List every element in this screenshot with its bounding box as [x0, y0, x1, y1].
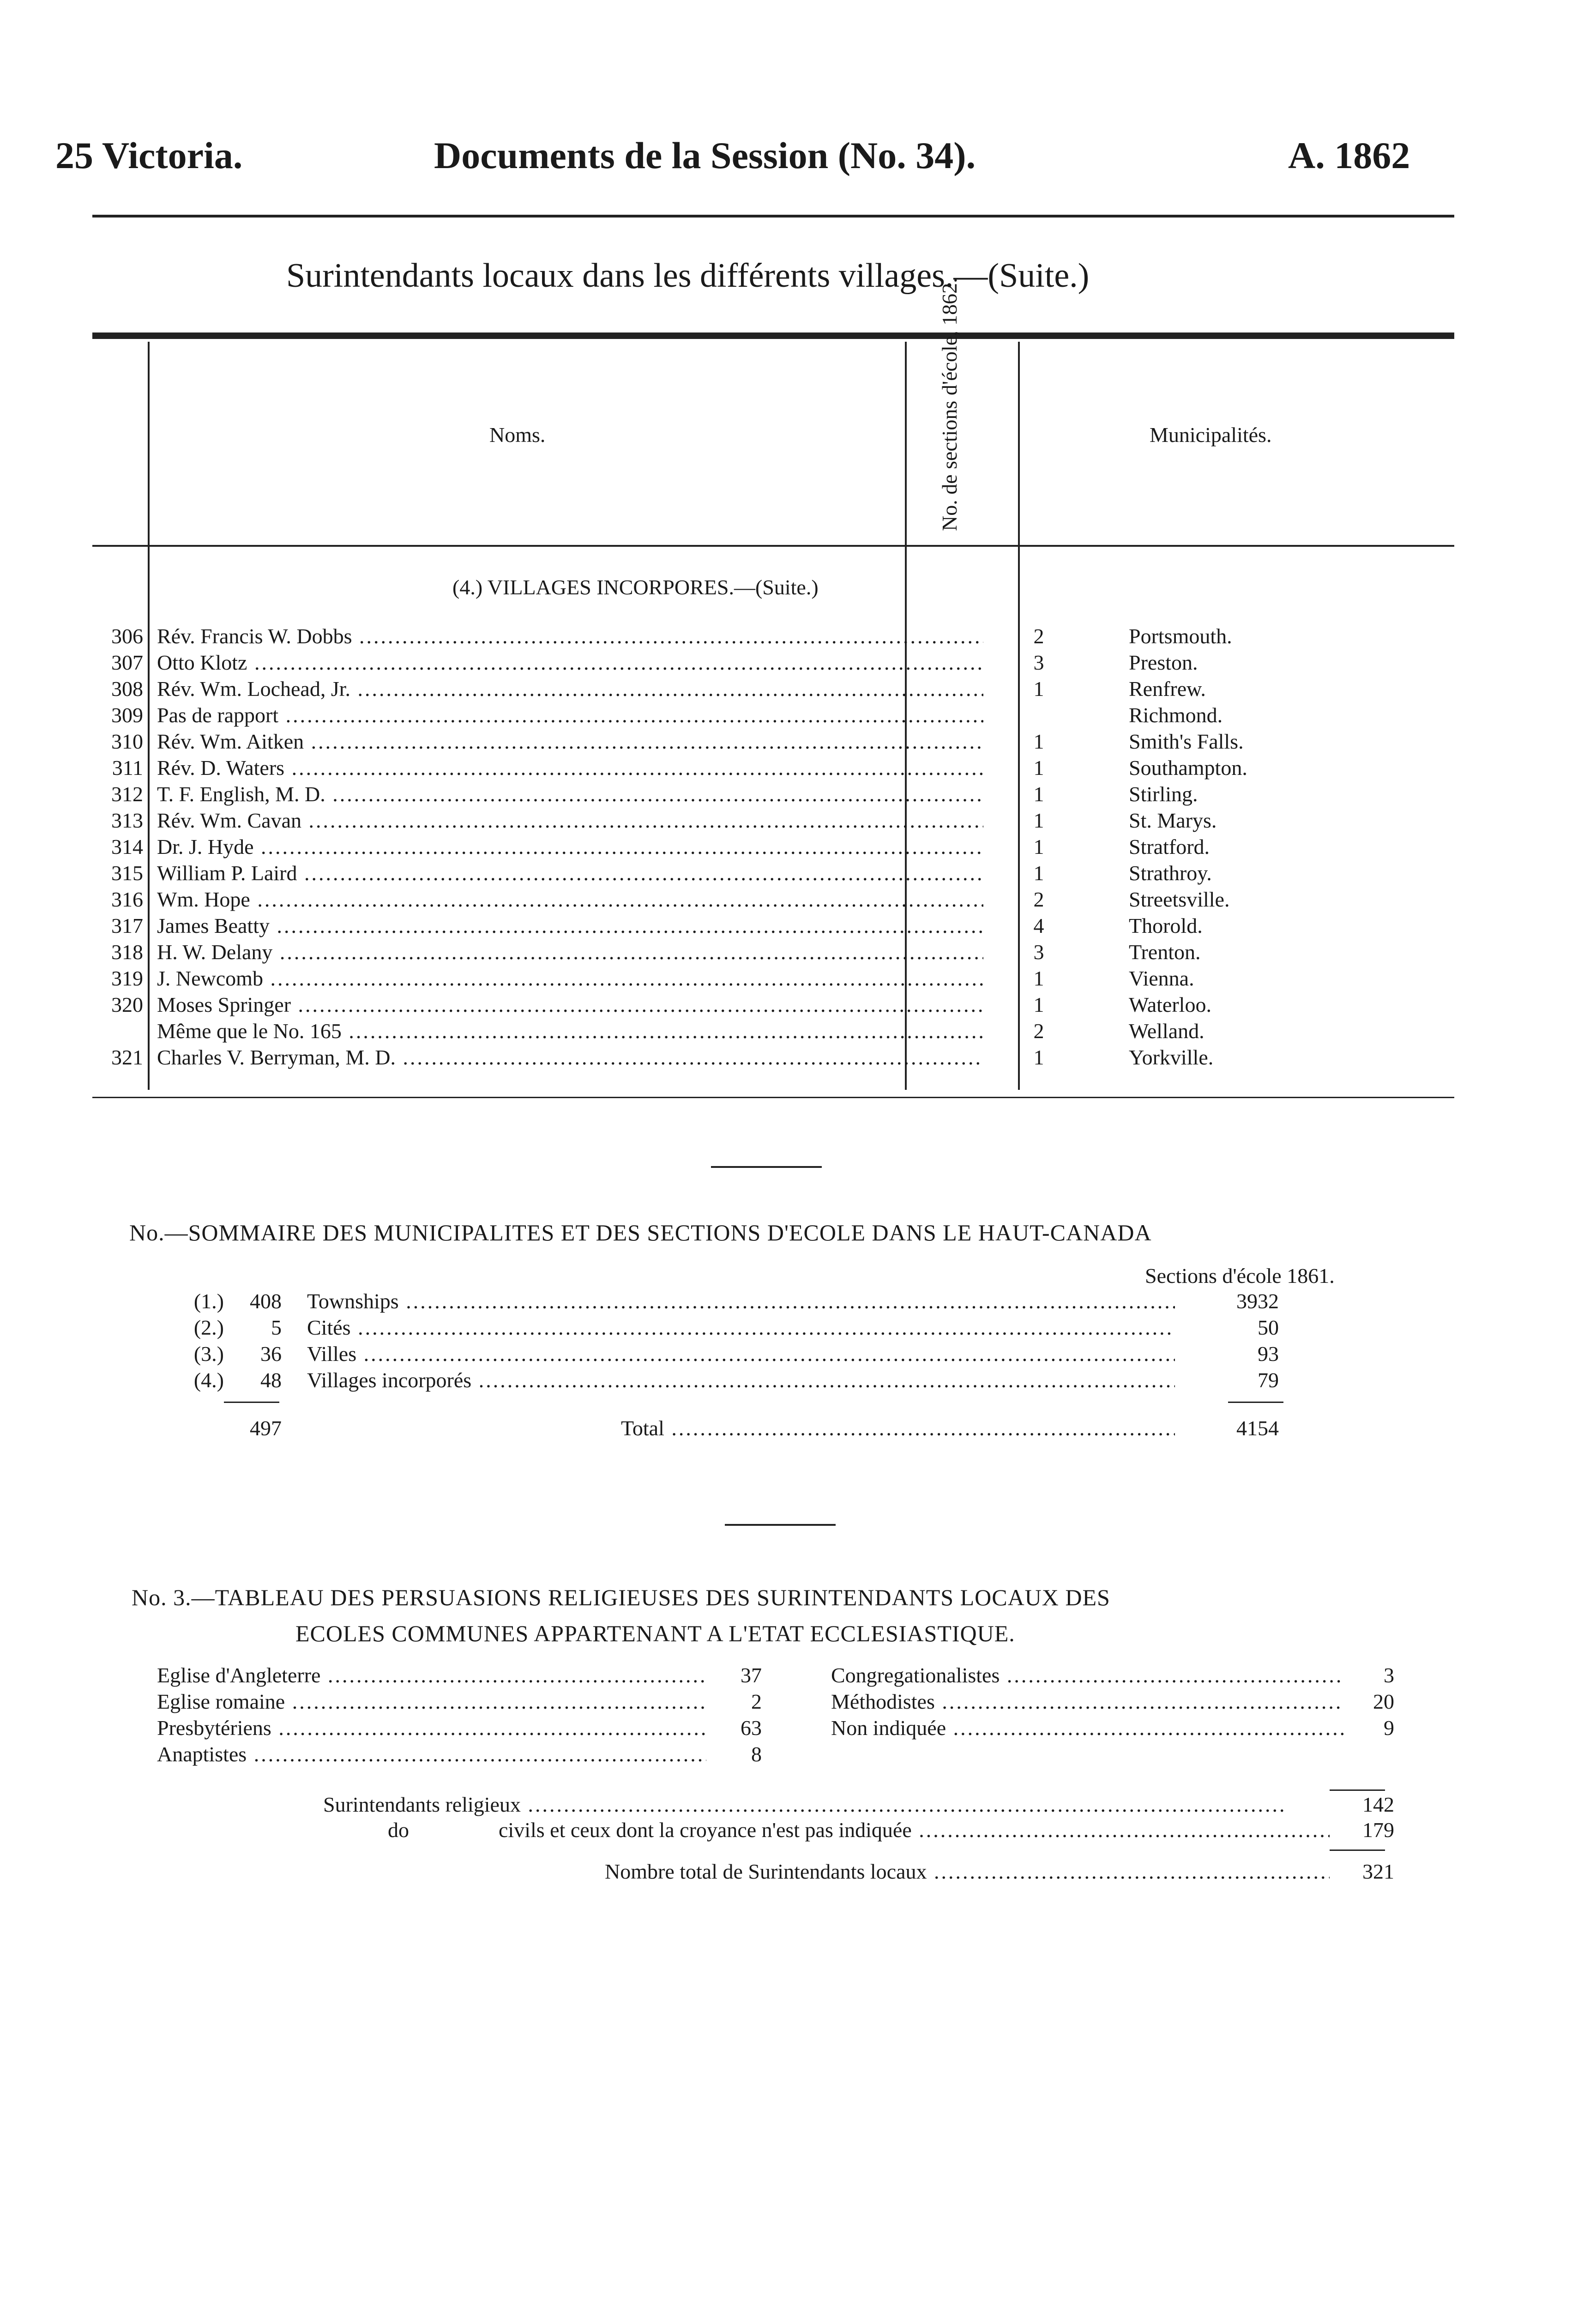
religion-title-line1: No. 3.—TABLEAU DES PERSUASIONS RELIGIEUSES DES SURINTENDANTS LOCAUX DES	[132, 1584, 1110, 1610]
table-row	[92, 623, 1477, 649]
separator-1	[711, 1166, 822, 1168]
row-sections: 1	[1033, 782, 1044, 806]
row-municipality: Yorkville.	[1129, 1046, 1214, 1069]
religion-grand-label: Nombre total de Surintendants locaux .....	[605, 1859, 1330, 1885]
col-sections-header: No. de sections d'école, 1862.	[938, 278, 961, 531]
table-row	[92, 650, 1477, 676]
religion-right-value: 9	[1384, 1716, 1394, 1740]
religion-title-line2: ECOLES COMMUNES APPARTENANT A L'ETAT ECCLESIASTIQUE.	[295, 1620, 1015, 1646]
religion-religious-label: Surintendants religieux .....	[323, 1792, 1283, 1818]
row-municipality: Stirling.	[1129, 782, 1198, 806]
row-name: William P. Laird .....	[157, 860, 983, 886]
religion-left-label: Presbytériens .....	[157, 1715, 706, 1741]
header-left: 25 Victoria.	[55, 134, 243, 176]
row-municipality: Trenton.	[1129, 940, 1201, 964]
header-right: A. 1862	[1288, 134, 1410, 176]
summary-row-count: 5	[271, 1316, 282, 1339]
row-sections: 2	[1033, 1019, 1044, 1043]
row-number: 317	[111, 914, 143, 937]
religion-right-label: Congregationalistes .....	[831, 1662, 1343, 1688]
religion-grand-value: 321	[1362, 1860, 1394, 1883]
summary-value-rule	[1228, 1402, 1283, 1403]
table-row	[92, 992, 1477, 1018]
table-row	[92, 834, 1477, 860]
table-row	[92, 860, 1477, 886]
religion-sub-rule	[1330, 1789, 1385, 1791]
table-row	[92, 1045, 1477, 1070]
table-row	[92, 676, 1477, 702]
row-name: T. F. English, M. D. .....	[157, 781, 983, 807]
row-number: 318	[111, 940, 143, 964]
summary-row-label: Cités .....	[307, 1315, 1175, 1341]
religion-civil-label: civils et ceux dont la croyance n'est pas indiquée .....	[499, 1817, 1330, 1843]
row-sections: 1	[1033, 677, 1044, 701]
summary-total-value: 4154	[1236, 1416, 1279, 1440]
row-sections: 1	[1033, 756, 1044, 780]
row-number: 310	[111, 730, 143, 753]
religion-civil-prefix: do	[388, 1818, 409, 1842]
row-number: 319	[111, 967, 143, 990]
table-row	[92, 939, 1477, 965]
table-row	[92, 702, 1477, 728]
row-name: Rév. Wm. Aitken .....	[157, 729, 983, 755]
separator-2	[725, 1524, 836, 1526]
summary-row-label: Villages incorporés .....	[307, 1367, 1175, 1393]
section-title: Surintendants locaux dans les différents villages.—(Suite.)	[286, 257, 1090, 295]
row-sections: 1	[1033, 809, 1044, 832]
row-municipality: Richmond.	[1129, 703, 1223, 727]
row-municipality: Vienna.	[1129, 967, 1194, 990]
row-municipality: Smith's Falls.	[1129, 730, 1244, 753]
summary-row-index: (3.)	[193, 1342, 224, 1366]
row-name: Même que le No. 165 .....	[157, 1018, 983, 1044]
header-rule	[92, 215, 1454, 218]
religion-left-value: 63	[741, 1716, 762, 1740]
summary-row-value: 3932	[1236, 1289, 1279, 1313]
row-number: 308	[111, 677, 143, 701]
group-heading: (4.) VILLAGES INCORPORES.—(Suite.)	[452, 575, 819, 599]
summary-row-value: 93	[1258, 1342, 1279, 1366]
table-row	[92, 729, 1477, 755]
row-sections: 1	[1033, 861, 1044, 885]
summary-row-count: 36	[260, 1342, 282, 1366]
religion-right-value: 20	[1373, 1690, 1394, 1713]
row-municipality: Thorold.	[1129, 914, 1203, 937]
religion-civil-value: 179	[1362, 1818, 1394, 1842]
row-sections: 1	[1033, 1046, 1044, 1069]
table-top-rule	[92, 332, 1454, 339]
row-name: Dr. J. Hyde .....	[157, 834, 983, 860]
summary-total-label: Total .....	[621, 1415, 1175, 1441]
row-number: 312	[111, 782, 143, 806]
summary-title: No.—SOMMAIRE DES MUNICIPALITES ET DES SECTIONS D'ECOLE DANS LE HAUT-CANADA	[129, 1220, 1152, 1245]
row-municipality: St. Marys.	[1129, 809, 1217, 832]
row-sections: 3	[1033, 940, 1044, 964]
summary-row-count: 48	[260, 1368, 282, 1392]
row-municipality: Renfrew.	[1129, 677, 1206, 701]
row-sections: 1	[1033, 993, 1044, 1016]
summary-row-value: 79	[1258, 1368, 1279, 1392]
row-name: James Beatty .....	[157, 913, 983, 939]
col-municipalites-header: Municipalités.	[1150, 423, 1272, 447]
religion-grand-rule	[1330, 1850, 1385, 1851]
table-bottom-rule	[92, 1097, 1454, 1098]
row-name: Wm. Hope .....	[157, 887, 983, 913]
row-sections: 1	[1033, 835, 1044, 858]
summary-col-header: Sections d'école 1861.	[1145, 1264, 1335, 1287]
row-sections: 2	[1033, 624, 1044, 648]
summary-count-rule	[224, 1402, 279, 1403]
table-row	[92, 781, 1477, 807]
religion-left-label: Anaptistes .....	[157, 1741, 706, 1767]
religion-left-value: 37	[741, 1663, 762, 1687]
religion-left-label: Eglise romaine .....	[157, 1689, 706, 1715]
religion-left-value: 2	[751, 1690, 762, 1713]
row-municipality: Streetsville.	[1129, 888, 1230, 911]
row-name: Rév. D. Waters .....	[157, 755, 983, 781]
summary-row-count: 408	[250, 1289, 282, 1313]
summary-row-index: (2.)	[193, 1316, 224, 1339]
row-municipality: Portsmouth.	[1129, 624, 1232, 648]
religion-right-label: Non indiquée .....	[831, 1715, 1343, 1741]
religion-left-value: 8	[751, 1742, 762, 1766]
summary-row-value: 50	[1258, 1316, 1279, 1339]
row-number: 321	[111, 1046, 143, 1069]
row-municipality: Welland.	[1129, 1019, 1205, 1043]
row-municipality: Waterloo.	[1129, 993, 1211, 1016]
summary-row-index: (1.)	[193, 1289, 224, 1313]
row-number: 320	[111, 993, 143, 1016]
table-row	[92, 1018, 1477, 1044]
religion-left-label: Eglise d'Angleterre .....	[157, 1662, 706, 1688]
table-row	[92, 966, 1477, 991]
religion-right-label: Méthodistes .....	[831, 1689, 1343, 1715]
row-number: 309	[111, 703, 143, 727]
table-header-rule	[92, 545, 1454, 547]
row-name: J. Newcomb .....	[157, 966, 983, 991]
table-row	[92, 755, 1477, 781]
row-number: 306	[111, 624, 143, 648]
religion-religious-value: 142	[1362, 1793, 1394, 1816]
row-municipality: Preston.	[1129, 651, 1198, 674]
row-name: Pas de rapport .....	[157, 702, 983, 728]
row-name: H. W. Delany .....	[157, 939, 983, 965]
row-municipality: Strathroy.	[1129, 861, 1212, 885]
table-row	[92, 808, 1477, 834]
row-number: 316	[111, 888, 143, 911]
summary-row-index: (4.)	[193, 1368, 224, 1392]
row-name: Charles V. Berryman, M. D. .....	[157, 1045, 983, 1070]
header-center: Documents de la Session (No. 34).	[434, 134, 976, 176]
religion-right-value: 3	[1384, 1663, 1394, 1687]
row-name: Rév. Wm. Cavan .....	[157, 808, 983, 834]
summary-row-label: Townships .....	[307, 1288, 1175, 1314]
table-row	[92, 887, 1477, 913]
row-municipality: Southampton.	[1129, 756, 1247, 780]
summary-total-count: 497	[250, 1416, 282, 1440]
row-number: 314	[111, 835, 143, 858]
row-sections: 2	[1033, 888, 1044, 911]
row-sections: 4	[1033, 914, 1044, 937]
row-name: Otto Klotz .....	[157, 650, 983, 676]
summary-row-label: Villes .....	[307, 1341, 1175, 1367]
row-number: 315	[111, 861, 143, 885]
row-number: 313	[111, 809, 143, 832]
col-noms-header: Noms.	[489, 423, 546, 447]
row-sections: 1	[1033, 730, 1044, 753]
table-row	[92, 913, 1477, 939]
row-number: 307	[111, 651, 143, 674]
row-name: Rév. Francis W. Dobbs .....	[157, 623, 983, 649]
row-municipality: Stratford.	[1129, 835, 1210, 858]
row-sections: 1	[1033, 967, 1044, 990]
row-number: 311	[112, 756, 143, 780]
row-name: Rév. Wm. Lochead, Jr. .....	[157, 676, 983, 702]
row-name: Moses Springer .....	[157, 992, 983, 1018]
row-sections: 3	[1033, 651, 1044, 674]
